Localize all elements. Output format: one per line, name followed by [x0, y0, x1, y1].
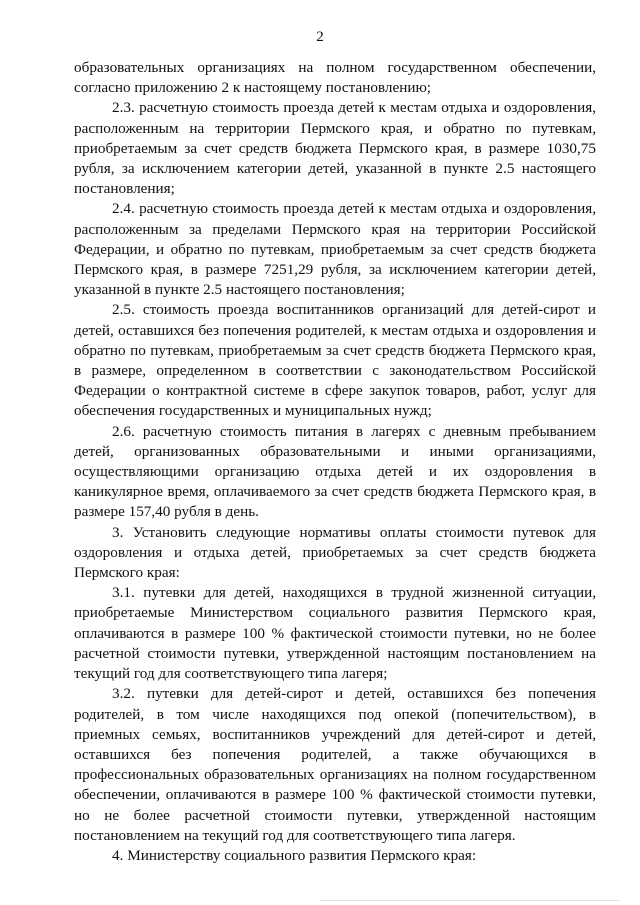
- scan-edge-line: [320, 900, 620, 901]
- page-number: 2: [316, 29, 324, 45]
- paragraph-item-3-1: 3.1. путевки для детей, находящихся в трудной жизненной ситуации, приобретаемые Министерством социального развития Пермского края, оплачиваются в размере 100 % фактической стоимости путевки, но не более расчетной стоимости путевки, утвержденной настоящим постановлением на текущий год для соответствующего типа лагеря;: [74, 584, 596, 683]
- paragraph-item-3: 3. Установить следующие нормативы оплаты стоимости путевок для оздоровления и отдыха детей, приобретаемых за счет средств бюджета Пермского края:: [74, 523, 596, 582]
- document-body: [74, 58, 596, 866]
- paragraph-item-2-4: 2.4. расчетную стоимость проезда детей к местам отдыха и оздоровления, расположенным за пределами Пермского края на территории Российской Федерации, и обратно по путевкам, приобретаемым за счет средств бюджета Пермского края, в размере 7251,29 рубля, за исключением категории детей, указанной в пункте 2.5 настоящего постановления;: [74, 200, 596, 299]
- paragraph-continuation: образовательных организациях на полном государственном обеспечении, согласно приложению 2 к настоящему постановлению;: [74, 59, 596, 97]
- paragraph-item-4: 4. Министерству социального развития Пермского края:: [112, 846, 477, 864]
- paragraph-item-2-5: 2.5. стоимость проезда воспитанников организаций для детей-сирот и детей, оставшихся без попечения родителей, к местам отдыха и оздоровления и обратно по путевкам, приобретаемым за счет средств бюджета Пермского края, в размере, определенном в соответствии с законодательством Российской Федерации о контрактной системе в сфере закупок товаров, работ, услуг для обеспечения государственных и муниципальных нужд;: [74, 301, 596, 420]
- paragraph-item-3-2: 3.2. путевки для детей-сирот и детей, оставшихся без попечения родителей, в том числе находящихся под опекой (попечительством), в приемных семьях, воспитанников учреждений для детей-сирот и детей, оставшихся без попечения родителей, а также обучающихся в профессиональных образовательных организациях на полном государственном обеспечении, оплачиваются в размере 100 % фактической стоимости путевки, но не более расчетной стоимости путевки, утвержденной настоящим постановлением на текущий год для соответствующего типа лагеря.: [74, 685, 596, 844]
- paragraph-item-2-6: 2.6. расчетную стоимость питания в лагерях с дневным пребыванием детей, организованных образовательными и иными организациями, осуществляющими организацию отдыха детей и их оздоровления в каникулярное время, оплачиваемого за счет средств бюджета Пермского края, в размере 157,40 рубля в день.: [74, 422, 596, 521]
- paragraph-item-2-3: 2.3. расчетную стоимость проезда детей к местам отдыха и оздоровления, расположенным на территории Пермского края, и обратно по путевкам, приобретаемым за счет средств бюджета Пермского края, в размере 1030,75 рубля, за исключением категории детей, указанной в пункте 2.5 настоящего постановления;: [74, 99, 596, 198]
